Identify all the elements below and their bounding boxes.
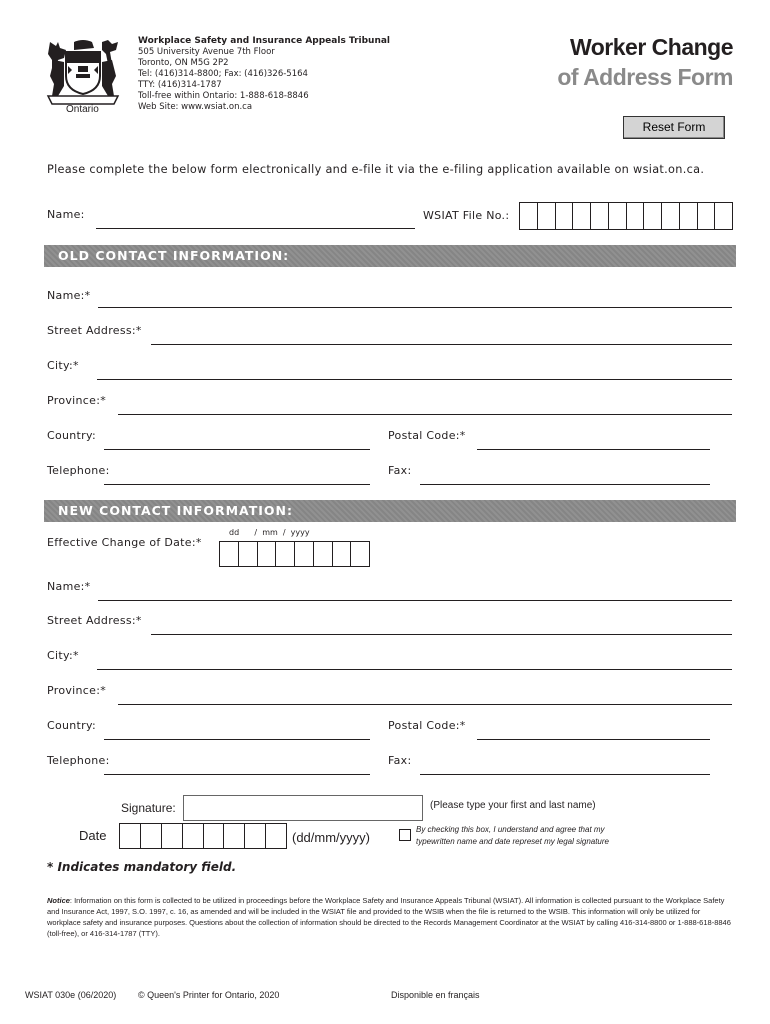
copyright: © Queen's Printer for Ontario, 2020 xyxy=(138,990,280,1000)
old-province-input[interactable] xyxy=(118,414,732,415)
french-availability: Disponible en français xyxy=(391,990,480,1000)
effective-date-input[interactable] xyxy=(219,541,370,567)
old-telephone-input[interactable] xyxy=(104,484,370,485)
new-country-label: Country: xyxy=(47,719,97,732)
new-fax-input[interactable] xyxy=(420,774,710,775)
consent-line: By checking this box, I understand and agree that my xyxy=(416,825,605,834)
address-line: Web Site: www.wsiat.on.ca xyxy=(138,102,253,112)
new-province-input[interactable] xyxy=(118,704,732,705)
effective-date-label: Effective Change of Date:* xyxy=(47,536,202,549)
old-name-label: Name:* xyxy=(47,289,91,302)
old-country-label: Country: xyxy=(47,429,97,442)
ontario-logo xyxy=(44,36,122,114)
new-street-input[interactable] xyxy=(151,634,732,635)
new-contact-heading: NEW CONTACT INFORMATION: xyxy=(44,500,736,522)
new-province-label: Province:* xyxy=(47,684,107,697)
name-input[interactable] xyxy=(96,228,415,229)
notice-label: Notice xyxy=(47,896,70,905)
name-label: Name: xyxy=(47,208,85,221)
new-fax-label: Fax: xyxy=(388,754,412,767)
form-id: WSIAT 030e (06/2020) xyxy=(25,990,117,1000)
org-name: Workplace Safety and Insurance Appeals Tribunal xyxy=(138,36,391,46)
new-street-label: Street Address:* xyxy=(47,614,142,627)
consent-checkbox[interactable] xyxy=(399,829,411,841)
new-country-input[interactable] xyxy=(104,739,370,740)
reset-form-button[interactable]: Reset Form xyxy=(623,116,725,139)
address-line: 505 University Avenue 7th Floor xyxy=(138,47,275,57)
old-fax-label: Fax: xyxy=(388,464,412,477)
date-label: Date xyxy=(79,828,107,843)
date-format-label: (dd/mm/yyyy) xyxy=(292,830,370,845)
old-fax-input[interactable] xyxy=(420,484,710,485)
logo-caption: Ontario xyxy=(66,104,99,115)
address-line: TTY: (416)314-1787 xyxy=(138,80,222,90)
address-line: Tel: (416)314-8800; Fax: (416)326-5164 xyxy=(138,69,308,79)
file-no-label: WSIAT File No.: xyxy=(423,209,510,222)
old-street-input[interactable] xyxy=(151,344,732,345)
org-address xyxy=(138,47,309,113)
new-postal-label: Postal Code:* xyxy=(388,719,466,732)
old-country-input[interactable] xyxy=(104,449,370,450)
new-city-input[interactable] xyxy=(97,669,732,670)
address-line: Toll-free within Ontario: 1-888-618-8846 xyxy=(138,91,309,101)
notice-paragraph xyxy=(47,895,733,939)
old-province-label: Province:* xyxy=(47,394,107,407)
new-name-input[interactable] xyxy=(98,600,732,601)
old-contact-heading: OLD CONTACT INFORMATION: xyxy=(44,245,736,267)
old-name-input[interactable] xyxy=(98,307,732,308)
new-city-label: City:* xyxy=(47,649,79,662)
form-title-line2: of Address Form xyxy=(557,64,733,90)
old-city-label: City:* xyxy=(47,359,79,372)
old-postal-input[interactable] xyxy=(477,449,710,450)
new-name-label: Name:* xyxy=(47,580,91,593)
coat-of-arms-icon xyxy=(44,36,122,114)
file-no-input[interactable] xyxy=(519,202,733,230)
new-telephone-input[interactable] xyxy=(104,774,370,775)
notice-text: : Information on this form is collected to be utilized in proceedings before the Workplace Safety and Insurance Appeals Tribunal (WSIAT). All information is collected pursuant to the Workplace Safety and Insurance Act, 1997, S.O. 1997, c. 16, as amended and will be included in the WSIAT file and provided to the WSIB when the file is returned to the WSIB. This information will only be utilized for workplace safety and insurance purposes. Questions about the collection of information should be directed to the Records Management Coordinator at the WSIAT by calling 416-314-8800 or 1-888-618-8846 (toll-free), or 416-314-1787 (TTY). xyxy=(47,896,731,938)
signature-hint: (Please type your first and last name) xyxy=(430,800,596,811)
consent-text xyxy=(416,824,609,848)
signature-date-input[interactable] xyxy=(119,823,287,849)
form-title-line1: Worker Change xyxy=(569,34,733,60)
old-postal-label: Postal Code:* xyxy=(388,429,466,442)
mandatory-note: * Indicates mandatory field. xyxy=(47,860,237,874)
consent-line: typewritten name and date represet my legal signature xyxy=(416,837,609,846)
address-line: Toronto, ON M5G 2P2 xyxy=(138,58,229,68)
signature-label: Signature: xyxy=(121,801,176,815)
old-street-label: Street Address:* xyxy=(47,324,142,337)
new-postal-input[interactable] xyxy=(477,739,710,740)
old-city-input[interactable] xyxy=(97,379,732,380)
signature-input[interactable] xyxy=(183,795,423,821)
new-telephone-label: Telephone: xyxy=(47,754,110,767)
intro-text: Please complete the below form electronically and e-file it via the e-filing application available on wsiat.on.ca. xyxy=(47,163,705,176)
date-format-hint: dd / mm / yyyy xyxy=(229,528,310,537)
old-telephone-label: Telephone: xyxy=(47,464,110,477)
